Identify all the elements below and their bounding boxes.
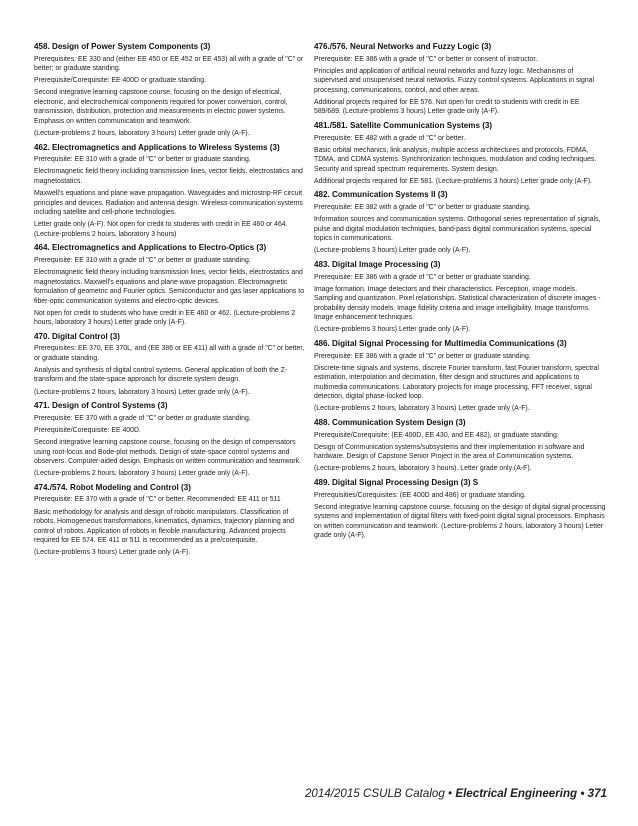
course-description: Discrete-time signals and systems, discrete Fourier transform, fast Fourier transform, spectral estimation, interpolation and decimation, filter design and structures and applications to multimedia communications. Laboratory projects for image processing, FFT receiver, signal detection, digital phase-locked loop. [314, 364, 599, 401]
course-title: 481./581. Satellite Communication Systems (3) [314, 120, 493, 130]
course-description: Prerequisite: EE 386 with a grade of "C" or better or graduate standing. [314, 352, 531, 360]
course-title: 462. Electromagnetics and Applications to Wireless Systems (3) [34, 142, 280, 152]
course-title: 474./574. Robot Modeling and Control (3) [34, 482, 191, 492]
course-entry [314, 418, 606, 474]
footer-separator-2: • [580, 787, 585, 800]
course-entry [34, 143, 311, 240]
course-description: (Lecture-problems 2 hours, laboratory 3 hours) Letter grade only (A-F). [34, 470, 250, 478]
course-description: Prerequisite/Corequisite: EE 400D. [34, 426, 141, 434]
footer-page-number: 371 [587, 787, 607, 800]
course-title: 458. Design of Power System Components (3) [34, 42, 211, 51]
course-title: 464. Electromagnetics and Applications to Electro-Optics (3) [34, 243, 267, 253]
course-description: (Lecture-problems 2 hours, laboratory 3 hours) Letter grade only (A-F). [34, 130, 250, 138]
course-description: Prerequisities/Corequisites: (EE 400D and 486) or graduate standing. [314, 491, 526, 499]
course-description: Prerequisite/Corequisite: EE 400D or graduate standing. [34, 77, 206, 85]
course-title: 482. Communication Systems II (3) [314, 190, 448, 200]
course-entry [314, 339, 606, 414]
course-description: Second integrative learning capstone course, focusing on the design of compensators using root-locus and Bode-plot methods. Design of state-space control systems and observers. Computer-aided design. Emphasis on written communication and teamwork. [34, 439, 301, 466]
page-footer [305, 787, 607, 800]
course-description: Second integrative learning capstone course, focusing on the design of electrical, electronic, and electrochemical components required for power conversion, control, transmission, distribution, protection and measurements in electric power systems. Emphasis on written communication and teamwork. [34, 89, 288, 125]
course-description: Prerequisite: EE 370 with a grade of "C" or better or graduate standing. [34, 414, 251, 422]
course-description: Prerequisite: EE 310 with a grade of "C" or better or graduate standing. [34, 156, 251, 164]
course-description: Prerequisites: EE 370, EE 370L, and (EE 386 or EE 411) all with a grade of "C" or better, or graduate standing. [34, 345, 305, 362]
left-column [34, 42, 311, 562]
course-title: 489. Digital Signal Processing Design (3) S [314, 477, 479, 487]
course-description: Prerequisite: EE 382 with a grade of "C" or better or graduate standing. [314, 204, 531, 212]
course-title: 470. Digital Control (3) [34, 331, 120, 341]
course-description: Basic orbital mechanics, link analysis, multiple access architectures and protocols, FDMA, TDMA, and CDMA systems. Synchronization techniques, modulation and coding techniques. Security and spread spectrum requirements. System design. [314, 146, 597, 173]
course-description: Prerequisite/Corequisite: (EE 400D, EE 430, and EE 482), or graduate standing. [314, 431, 559, 439]
course-description: (Lecture-problems 2 hours, laboratory 3 hours) Letter grade only (A-F). [34, 388, 250, 396]
course-description: Additional projects required for EE 581. (Lecture-problems 3 hours) Letter grade only (A-F). [314, 177, 593, 185]
course-description: Electromagnetic field theory including transmission lines, vector fields, electrostatics and magnetostatics. Maxwell's equations and plane wave propagation. Electromagnetic formulation of geometric and Fourier optics. Semiconductor and gas laser applications to fiber-optic communication systems and electro-optic devices. [34, 269, 305, 305]
course-description: Basic methodology for analysis and design of robotic manipulators. Classification of robots. Homogeneous transformations, kinematics, dynamics, trajectory planning and control of robots. Application of robots in flexible manufacturing. Advanced projects required for EE 574. EE 411 or 511 is recommended as a pre/corequisite. [34, 508, 295, 544]
course-description: Not open for credit to students who have credit in EE 460 or 462. (Lecture-problems 2 hours, laboratory 3 hours) Letter grade only (A-F). [34, 309, 296, 327]
course-description: (Lecture-problems 2 hours, laboratory 3 hours) Letter grade only (A-F). [314, 405, 530, 413]
footer-section: Electrical Engineering [455, 787, 578, 800]
course-description: Principles and application of artificial neural networks and fuzzy logic. Mechanisms of supervised and unsupervised neural networks. Fuzzy control systems. Applications in signal processing, communications, control, and other areas. [314, 67, 594, 94]
course-description: Information sources and communication systems. Orthogonal series representation of signals, pulse and digital modulation techniques, band-pass digital communication systems, special topics in communications. [314, 216, 601, 243]
course-title: 476./576. Neural Networks and Fuzzy Logic (3) [314, 42, 492, 51]
course-description: (Lecture-problems 3 hours) Letter grade only (A-F). [314, 326, 471, 334]
course-description: Second integrative learning capstone course, focusing on the design of digital signal processing systems and implementation of digital filters with fixed-point digital signal processors. Emphasis on written communication and teamwork. (Lecture-problems 2 hours, laboratory 3 hours) Letter grade only (A-F). [314, 503, 606, 540]
course-description: Prerequisite: EE 482 with a grade of "C" or better. [314, 134, 466, 142]
course-description: Analysis and synthesis of digital control systems. General application of both the Z-transform and the state-space approach for discrete system design. [34, 366, 288, 384]
right-column [314, 42, 606, 545]
course-entry [34, 401, 311, 479]
course-entry [34, 243, 311, 327]
course-description: (Lecture-problems 2 hours, laboratory 3 hours). Letter grade only (A-F). [314, 465, 532, 473]
course-description: Prerequisite: EE 386 with a grade of "C" or better or consent of instructor. [314, 55, 538, 63]
course-description: (Lecture-problems 3 hours) Letter grade only (A-F). [34, 549, 191, 557]
course-description: Prerequisite: EE 386 with a grade of "C" or better or graduate standing. [314, 273, 531, 281]
course-title: 483. Digital Image Processing (3) [314, 259, 441, 269]
course-description: Design of Communication systems/subsystems and their implementation in software and hardware. Design of Capstone Senior Project in the area of Communication systems. [314, 443, 585, 461]
course-entry [314, 478, 606, 541]
course-description: Letter grade only (A-F). Not open for credit to students with credit in EE 460 or 464. (Lecture-problems 2 hours, laboratory 3 hours) [34, 221, 288, 238]
course-entry [314, 190, 606, 255]
course-description: Image formation. Image detectors and their characteristics. Perception, image models. Sampling and quantization. Pixel relationships. Statistical characterization of discrete images - probability density models. Image fidelity criteria and image intelligibility. Image transforms. Image enhancement techniques. [314, 285, 601, 322]
course-entry [34, 483, 311, 558]
course-description: Electromagnetic field theory including transmission lines, vector fields, electrostatics and magnetostatics. [34, 168, 303, 185]
course-description: Prerequisite: EE 310 with a grade of "C" or better or graduate standing. [34, 256, 251, 264]
course-entry [314, 42, 606, 117]
course-description: Maxwell's equations and plane wave propagation. Waveguides and microstrip-RF circuit principles and devices. Radiation and antenna design. Wireless communication systems including satellite and cell-phone technologies. [34, 190, 303, 217]
course-description: (Lecture-problems 3 hours) Letter grade only (A-F). [314, 247, 471, 255]
course-entry [34, 42, 311, 139]
course-title: 471. Design of Control Systems (3) [34, 401, 168, 411]
course-entry [314, 260, 606, 335]
course-description: Prerequisites: EE 330 and (either EE 450 or EE 452 or EE 453) all with a grade of "C" or better; or graduate standing. [34, 55, 304, 73]
course-description: Prerequisite: EE 370 with a grade of "C" or better. Recommended: EE 411 or 511 [34, 496, 281, 504]
course-entry [314, 121, 606, 186]
course-description: Additional projects required for EE 576. Not open for credit to students with credit in EE 589/689. (Lecture-problems 3 hours) Letter grade only (A-F). [314, 98, 580, 116]
course-title: 488. Communication System Design (3) [314, 417, 466, 427]
course-entry [34, 332, 311, 397]
course-title: 486. Digital Signal Processing for Multimedia Communications (3) [314, 338, 567, 348]
footer-catalog: 2014/2015 CSULB Catalog [304, 787, 445, 800]
footer-separator: • [448, 787, 453, 800]
